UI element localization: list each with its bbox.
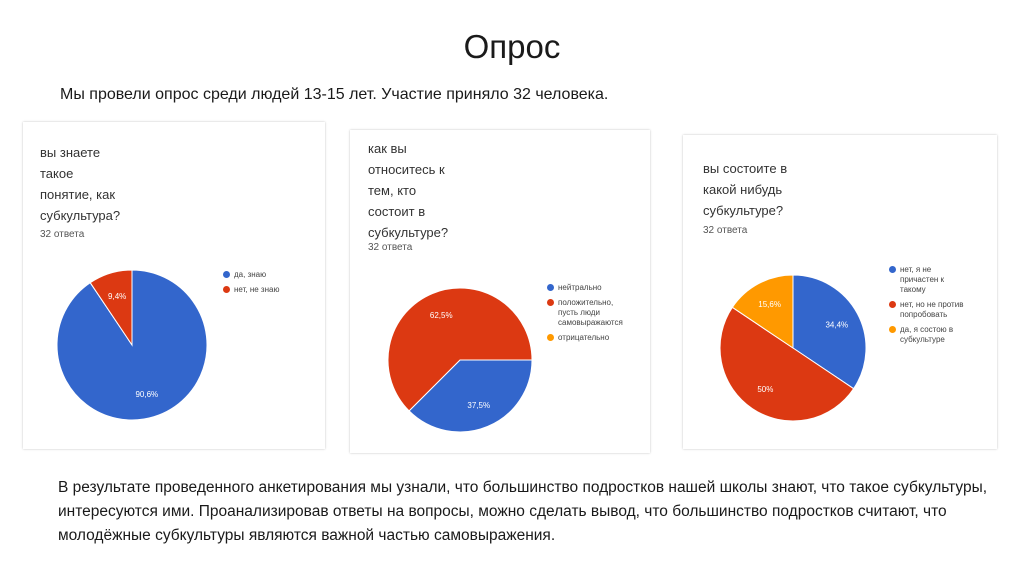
legend-swatch	[889, 266, 896, 273]
response-count: 32 ответа	[368, 242, 413, 253]
slide-title: Опрос	[463, 28, 561, 65]
legend-swatch	[547, 284, 554, 291]
legend-item	[547, 298, 623, 328]
legend-label: нет, не знаю	[234, 285, 280, 294]
response-count: 32 ответа	[703, 225, 748, 236]
legend-item	[889, 265, 963, 295]
legend-label: да, я состою в субкультуре	[900, 325, 954, 344]
legend-1	[223, 270, 279, 300]
slice-value-label: 37,5%	[467, 401, 491, 411]
pie-chart-3	[720, 275, 866, 421]
pie-chart-1	[57, 270, 207, 420]
slice-value-label: 9,4%	[108, 292, 127, 302]
pie-chart-2	[388, 288, 532, 432]
legend-label: нейтрально	[558, 283, 602, 292]
chart-card-2	[350, 130, 650, 453]
legend-swatch	[889, 326, 896, 333]
chart-card-3	[683, 135, 997, 449]
legend-3	[889, 265, 963, 350]
slice-value-label: 90,6%	[135, 389, 159, 399]
slice-value-label: 15,6%	[758, 300, 781, 310]
legend-item	[547, 333, 623, 343]
slice-value-label: 62,5%	[429, 310, 453, 320]
conclusion-text: В результате проведенного анкетирования мы узнали, что большинство подростков нашей школы знают, что такое субкультуры, интересуются ими. Проанализировав ответы на вопросы, можно сделать вывод, что большинство подростков считают, что молодёжные субкультуры являются важной частью самовыражения.	[58, 479, 988, 544]
legend-swatch	[547, 334, 554, 341]
chart-card-1	[23, 122, 325, 449]
legend-label: положительно, пусть люди самовыражаются	[558, 298, 623, 327]
legend-label: нет, я не причастен к такому	[900, 265, 945, 294]
legend-2	[547, 283, 623, 348]
legend-item	[547, 283, 623, 293]
legend-label: отрицательно	[558, 333, 610, 342]
question-title: как вы относитесь к тем, кто состоит в субкультуре?	[368, 141, 449, 240]
legend-label: нет, но не против попробовать	[900, 300, 964, 319]
intro-text: Мы провели опрос среди людей 13-15 лет. Участие приняло 32 человека.	[60, 86, 609, 103]
question-title: вы состоите в какой нибудь субкультуре?	[703, 161, 788, 218]
legend-swatch	[889, 301, 896, 308]
response-count: 32 ответа	[40, 229, 85, 240]
legend-swatch	[223, 286, 230, 293]
legend-label: да, знаю	[234, 270, 267, 279]
legend-swatch	[547, 299, 554, 306]
slice-value-label: 34,4%	[825, 320, 849, 330]
legend-item	[889, 325, 963, 345]
slice-value-label: 50%	[757, 385, 774, 395]
legend-item	[889, 300, 963, 320]
question-title: вы знаете такое понятие, как субкультура?	[40, 145, 121, 223]
legend-swatch	[223, 271, 230, 278]
legend-item	[223, 285, 279, 295]
legend-item	[223, 270, 279, 280]
